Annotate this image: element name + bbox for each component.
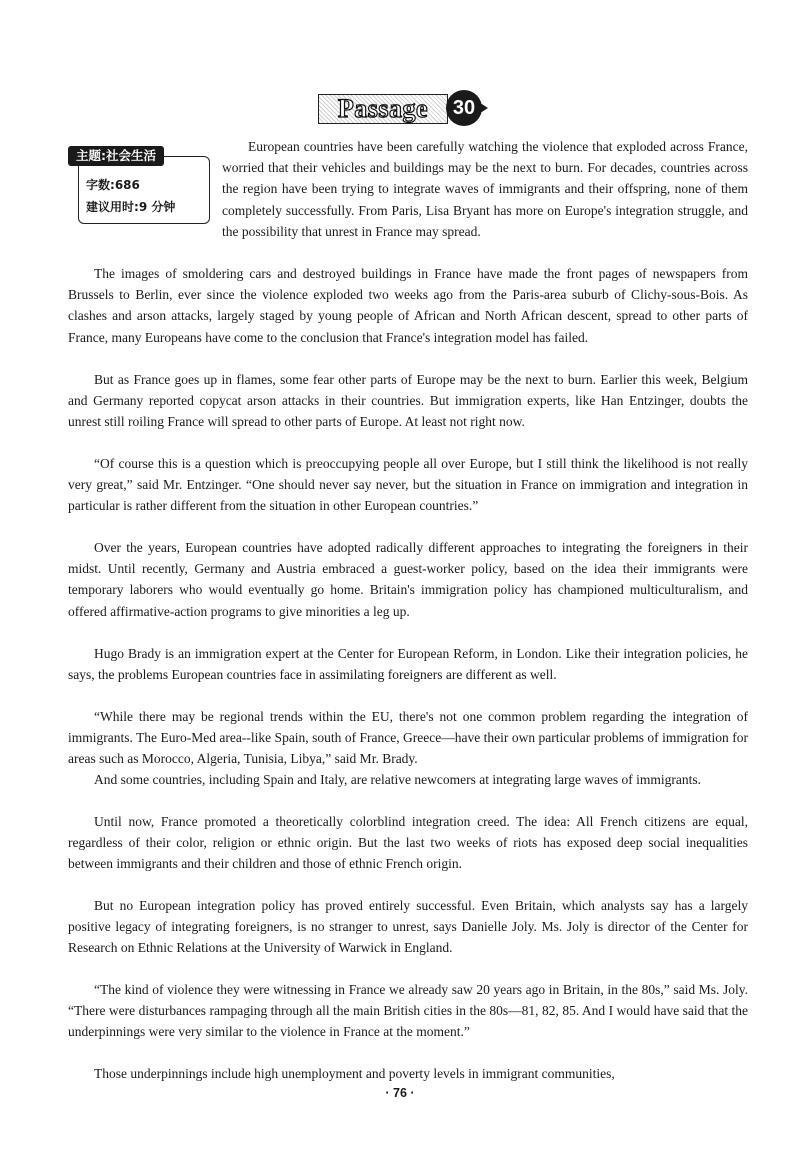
passage-title: Passage <box>318 94 448 124</box>
paragraph-11: “The kind of violence they were witnessing in France we already saw 20 years ago in Britain, in the 80s,” said Ms. Joly. “There were disturbances rampaging through all the main British cities in the 80s—81, 82, 85. And I would have said that the underpinnings were very similar to the violence in France at the moment.” <box>68 982 748 1040</box>
reading-info-box <box>68 146 208 224</box>
paragraph-4: “Of course this is a question which is preoccupying people all over Europe, but I still think the likelihood is not really very great,” said Mr. Entzinger. “One should never say never, but the situation in France on immigration and integration in particular is rather different from the situation in other European countries.” <box>68 456 748 514</box>
paragraph-7: “While there may be regional trends within the EU, there's not one common problem regarding the integration of immigrants. The Euro-Med area--like Spain, south of France, Greece—have their own particular problems of immigration for areas such as Morocco, Algeria, Tunisia, Libya,” said Mr. Brady. <box>68 709 748 767</box>
paragraph-10: But no European integration policy has proved entirely successful. Even Britain, which analysts say has a largely positive legacy of integrating foreigners, is no stranger to unrest, says Danielle Joly. Ms. Joly is director of the Center for Research on Ethnic Relations at the University of Warwick in England. <box>68 898 748 956</box>
suggested-time <box>86 198 175 215</box>
passage-number: 30 <box>446 90 482 126</box>
time-value: 9 分钟 <box>138 200 176 214</box>
word-count-label: 字数: <box>86 178 115 192</box>
paragraph-12: Those underpinnings include high unemployment and poverty levels in immigrant communities, <box>94 1066 615 1081</box>
paragraph-5: Over the years, European countries have adopted radically different approaches to integrating the foreigners in their midst. Until recently, Germany and Austria embraced a guest-worker policy, based on the idea their immigrants were temporary laborers who would eventually go home. Britain's immigration policy has championed multiculturalism, and offered affirmative-action programs to give minorities a leg up. <box>68 540 748 619</box>
paragraph-9: Until now, France promoted a theoretically colorblind integration creed. The idea: All French citizens are equal, regardless of their color, religion or ethnic origin. But the last two weeks of riots has exposed deep social inequalities between immigrants and their children and those of ethnic French origin. <box>68 814 748 872</box>
page-number: · 76 · <box>385 1086 415 1100</box>
word-count <box>86 176 140 193</box>
topic-label: 主题:社会生活 <box>68 146 164 166</box>
passage-banner <box>318 88 496 124</box>
paragraph-2: The images of smoldering cars and destroyed buildings in France have made the front pages of newspapers from Brussels to Berlin, ever since the violence exploded two weeks ago from the Paris-area suburb of Clichy-sous-Bois. As clashes and arson attacks, largely staged by young people of African and North African descent, spread to other parts of France, many Europeans have come to the conclusion that France's integration model has failed. <box>68 266 748 345</box>
paragraph-8: And some countries, including Spain and Italy, are relative newcomers at integrating large waves of immigrants. <box>94 772 701 787</box>
time-label: 建议用时: <box>86 200 139 214</box>
word-count-value: 686 <box>114 178 140 192</box>
paragraph-6: Hugo Brady is an immigration expert at the Center for European Reform, in London. Like their integration policies, he says, the problems European countries face in assimilating foreigners are different as well. <box>68 646 748 683</box>
paragraph-1: European countries have been carefully watching the violence that exploded across France, worried that their vehicles and buildings may be the next to burn. For decades, countries across the region have been trying to integrate waves of immigrants and their offspring, none of them completely successfully. From Paris, Lisa Bryant has more on Europe's integration struggle, and the possibility that unrest in France may spread. <box>222 139 748 239</box>
paragraph-3: But as France goes up in flames, some fear other parts of Europe may be the next to burn. Earlier this week, Belgium and Germany reported copycat arson attacks in their countries. But immigration experts, like Han Entzinger, doubts the unrest still roiling France will spread to other parts of Europe. At least not right now. <box>68 372 748 430</box>
